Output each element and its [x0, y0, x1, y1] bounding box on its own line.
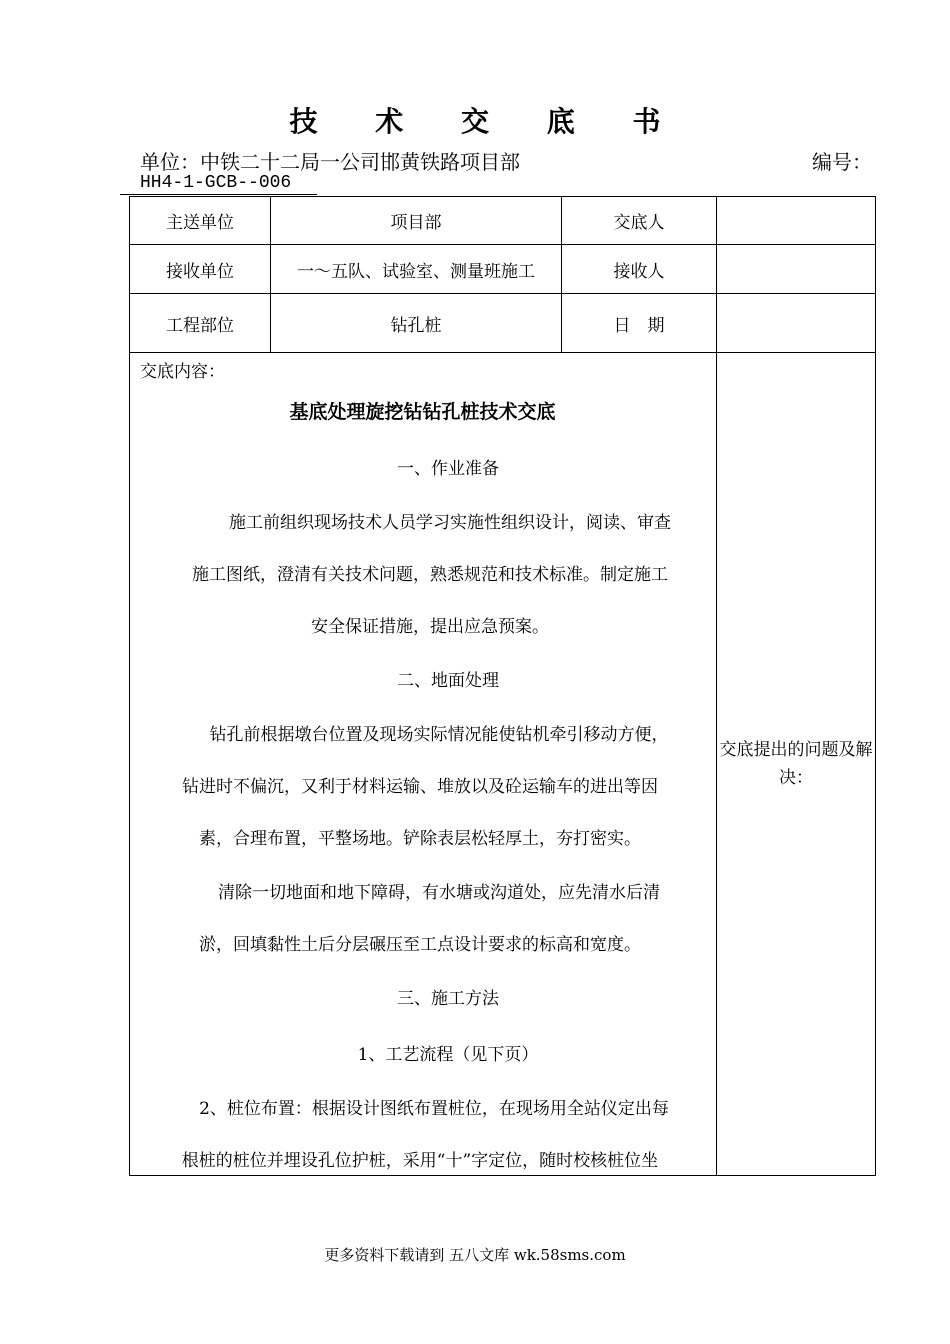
table-cell: 接收单位 [130, 245, 271, 294]
paragraph-line: 施工图纸，澄清有关技术问题，熟悉规范和技术标准。制定施工 [192, 565, 668, 585]
paragraph-line: 素，合理布置，平整场地。铲除表层松轻厚土，夯打密实。 [199, 829, 641, 849]
table-cell [717, 245, 876, 294]
section-heading: 一、作业准备 [397, 459, 499, 479]
paragraph-line: 2、桩位布置：根据设计图纸布置桩位，在现场用全站仪定出每 [199, 1099, 669, 1119]
section-heading: 二、地面处理 [397, 671, 499, 691]
table-cell: 项目部 [271, 197, 562, 245]
document-title: 技 术 交 底 书 [289, 105, 685, 138]
paragraph [140, 709, 700, 865]
table-cell [717, 294, 876, 353]
list-item: 1、工艺流程（见下页） [357, 1045, 539, 1065]
code-value: HH4-1-GCB--006 [120, 172, 317, 195]
paragraph-line: 淤，回填黏性土后分层碾压至工点设计要求的标高和宽度。 [199, 935, 641, 955]
table-cell: 主送单位 [130, 197, 271, 245]
table-row [130, 294, 876, 353]
content-row [130, 353, 876, 1176]
paragraph-line: 清除一切地面和地下障碍，有水塘或沟道处，应先清水后清 [218, 883, 660, 903]
paragraph [140, 497, 700, 653]
code-label: 编号： [812, 150, 872, 174]
side-notes-cell [717, 353, 876, 1176]
table-row [130, 197, 876, 245]
footer-text: 更多资料下载请到 五八文库 wk.58sms.com [324, 1246, 626, 1264]
table-row [130, 245, 876, 294]
paragraph-line: 安全保证措施，提出应急预案。 [311, 617, 549, 637]
paragraph-line: 施工前组织现场技术人员学习实施性组织设计，阅读、审查 [195, 513, 671, 533]
section-heading: 三、施工方法 [397, 989, 499, 1009]
table-cell: 一～五队、试验室、测量班施工 [271, 245, 562, 294]
disclosure-table [129, 196, 876, 1176]
table-cell: 钻孔桩 [271, 294, 562, 353]
table-cell: 工程部位 [130, 294, 271, 353]
content-label: 交底内容： [140, 362, 225, 382]
content-title: 基底处理旋挖钻钻孔桩技术交底 [289, 401, 556, 423]
paragraph [140, 1083, 700, 1187]
paragraph-line: 根桩的桩位并埋设孔位护桩，采用“十”字定位，随时校核桩位坐 [181, 1151, 659, 1171]
paragraph-line: 钻孔前根据墩台位置及现场实际情况能使钻机牵引移动方便， [209, 725, 669, 745]
content-cell [130, 353, 717, 1176]
unit-line: 单位：中铁二十二局一公司邯黄铁路项目部 [140, 150, 520, 174]
paragraph [140, 867, 700, 971]
table-cell: 接收人 [562, 245, 717, 294]
paragraph-line: 钻进时不偏沉，又利于材料运输、堆放以及砼运输车的进出等因 [182, 777, 658, 797]
table-cell: 交底人 [562, 197, 717, 245]
side-label: 交底提出的问题及解决： [719, 740, 873, 788]
table-cell [717, 197, 876, 245]
table-cell: 日 期 [562, 294, 717, 353]
